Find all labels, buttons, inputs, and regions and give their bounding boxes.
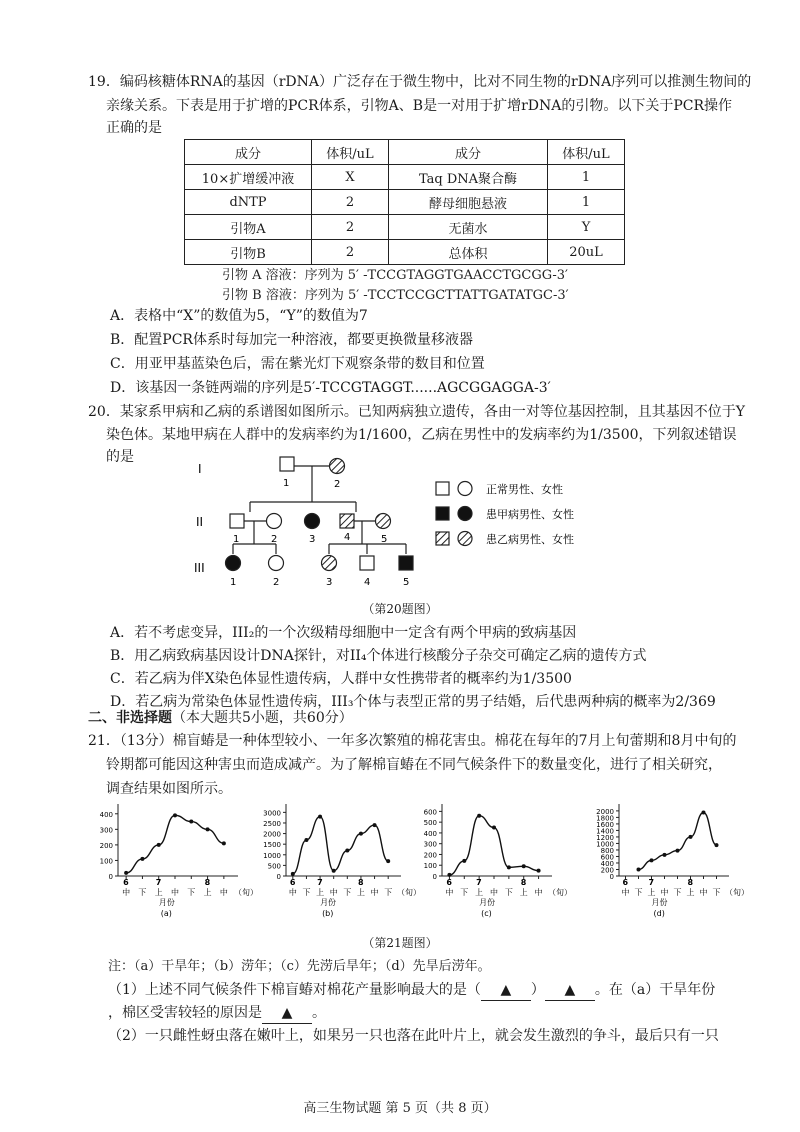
- generation-label-1: I: [198, 462, 202, 476]
- x-axis-title: 月份: [651, 898, 668, 907]
- legend-disease-b-label: 患乙病男性、女性: [486, 533, 574, 546]
- individual-number: 3: [309, 534, 316, 545]
- q21-sub1-line2: [108, 1003, 326, 1024]
- month-tick-label: 7: [648, 878, 655, 887]
- x-tick-label: 下: [460, 888, 469, 897]
- y-tick-label: 1600: [596, 820, 614, 829]
- pedigree-I-1-normal-male: [280, 457, 294, 471]
- table-cell: 总体积: [389, 240, 548, 265]
- x-unit-label: （旬）: [548, 888, 572, 897]
- y-tick-label: 100: [99, 857, 113, 866]
- individual-number: 2: [271, 534, 278, 545]
- month-tick-label: 6: [289, 878, 296, 887]
- primer-b-text: 引物 B 溶液：序列为 5′ -TCCTCCGCTTATTGATATGC-3′: [222, 288, 569, 303]
- data-point: [663, 853, 667, 857]
- individual-number: 1: [230, 577, 237, 588]
- x-tick-label: 中: [534, 888, 543, 897]
- x-tick-label: 下: [712, 888, 721, 897]
- generation-label-2: II: [196, 515, 204, 529]
- x-axis-title: 月份: [158, 898, 175, 907]
- data-point: [140, 857, 144, 861]
- pedigree-III-3-disease-b-female: [322, 556, 337, 571]
- generation-label-3: III: [194, 561, 205, 575]
- y-tick-label: 500: [423, 819, 437, 828]
- data-point: [304, 838, 308, 842]
- y-tick-label: 0: [432, 873, 437, 881]
- y-tick-label: 0: [609, 873, 614, 881]
- month-tick-label: 7: [476, 878, 482, 887]
- y-tick-label: 300: [99, 826, 113, 835]
- x-unit-label: （旬）: [397, 888, 421, 897]
- q21-stem-line2: 铃期都可能因这种害虫而造成减产。为了解棉盲蝽在不同气候条件下的数量变化，进行了相关研究，: [106, 757, 722, 773]
- data-point: [173, 813, 177, 817]
- data-point: [189, 820, 193, 824]
- chart-panel-label: (d): [653, 909, 665, 918]
- x-tick-label: 上: [203, 888, 212, 897]
- q20-stem-line2: 染色体。某地甲病在人群中的发病率约为1/1600，乙病在男性中的发病率约为1/3500，下列叙述错误: [106, 427, 737, 443]
- y-tick-label: 2000: [263, 830, 281, 839]
- individual-number: 5: [381, 534, 388, 545]
- table-cell: 2: [312, 190, 389, 215]
- x-tick-label: 上: [475, 888, 484, 897]
- data-point: [359, 832, 363, 836]
- data-point: [462, 859, 466, 863]
- data-point: [477, 814, 481, 818]
- pedigree-diagram: [180, 452, 620, 602]
- x-tick-label: 中: [660, 888, 669, 897]
- y-tick-label: 1000: [596, 840, 614, 849]
- x-tick-label: 中: [621, 888, 630, 897]
- legend-normal-male-symbol: [436, 482, 449, 495]
- legend-normal-label: 正常男性、女性: [486, 483, 563, 496]
- q21-stem-line1: 21．（13分）棉盲蝽是一种体型较小、一年多次繁殖的棉花害虫。棉花在每年的7月上旬蕾期和8月中旬的: [88, 733, 737, 749]
- q20-stem-line3: 的是: [106, 449, 134, 465]
- individual-number: 5: [403, 577, 410, 588]
- data-point: [124, 871, 128, 875]
- y-tick-label: 400: [600, 859, 614, 868]
- data-point: [650, 858, 654, 862]
- chart-panel-label: (c): [481, 909, 492, 918]
- table-cell: 20uL: [548, 240, 625, 265]
- q20-stem-line1: 20．某家系甲病和乙病的系谱图如图所示。已知两病独立遗传，各由一对等位基因控制，且其基因不位于Y: [88, 404, 746, 420]
- y-tick-label: 1400: [596, 827, 614, 836]
- data-point: [206, 827, 210, 831]
- individual-number: 2: [334, 479, 341, 490]
- y-tick-label: 1800: [596, 814, 614, 823]
- table-row: [185, 190, 625, 215]
- x-tick-label: 下: [634, 888, 643, 897]
- y-tick-label: 2000: [596, 807, 614, 816]
- x-tick-label: 下: [673, 888, 682, 897]
- y-tick-label: 200: [99, 841, 113, 850]
- pedigree-III-1-disease-a-female: [226, 556, 241, 571]
- q19-stem-line1: 19．编码核糖体RNA的基因（rDNA）广泛存在于微生物中，比对不同生物的rDNA序列可以推测生物间的: [88, 74, 752, 90]
- month-tick-label: 8: [204, 878, 211, 887]
- data-point: [676, 849, 680, 853]
- data-point: [637, 867, 641, 871]
- pedigree-II-3-disease-a-female: [305, 514, 320, 529]
- month-tick-label: 8: [357, 878, 364, 887]
- table-header: 体积/uL: [312, 140, 389, 165]
- y-tick-label: 300: [423, 840, 437, 849]
- table-row: [185, 240, 625, 265]
- chart-d: [585, 800, 749, 925]
- q21-sub1: [108, 980, 715, 1001]
- table-header-row: [185, 140, 625, 165]
- data-point: [447, 873, 451, 877]
- legend-disease-b-male-symbol: [436, 532, 449, 545]
- y-tick-label: 1200: [596, 833, 614, 842]
- data-point: [537, 869, 541, 873]
- q21-sub1-text-e: 。: [312, 1005, 326, 1021]
- y-tick-label: 400: [423, 829, 437, 838]
- table-cell: dNTP: [185, 190, 312, 215]
- x-unit-label: （旬）: [234, 888, 258, 897]
- table-cell: Y: [548, 215, 625, 240]
- x-tick-label: 中: [490, 888, 498, 897]
- table-cell: 无菌水: [389, 215, 548, 240]
- x-axis-title: 月份: [479, 898, 496, 907]
- individual-number: 2: [273, 577, 280, 588]
- x-tick-label: 中: [370, 888, 379, 897]
- x-tick-label: 中: [699, 888, 708, 897]
- y-tick-label: 600: [600, 853, 614, 862]
- data-point: [522, 864, 526, 868]
- q21-note: 注：（a）干旱年；（b）涝年；（c）先涝后旱年；（d）先旱后涝年。: [108, 959, 491, 974]
- chart-b: [252, 800, 421, 925]
- q20-option-b: B．用乙病致病基因设计DNA探针，对II₄个体进行核酸分子杂交可确定乙病的遗传方式: [110, 648, 647, 664]
- q21-stem-line3: 调查结果如图所示。: [106, 781, 232, 797]
- page-footer: 高三生物试题 第 5 页（共 8 页）: [303, 1101, 497, 1116]
- pedigree-III-2-normal-female: [269, 556, 284, 571]
- x-tick-label: 上: [316, 888, 325, 897]
- month-tick-label: 8: [520, 878, 527, 887]
- x-tick-label: 上: [647, 888, 656, 897]
- pedigree-III-5-disease-a-male: [399, 556, 413, 570]
- data-point: [157, 843, 161, 847]
- month-tick-label: 7: [155, 878, 162, 887]
- x-tick-label: 下: [384, 888, 393, 897]
- table-header: 成分: [185, 140, 312, 165]
- legend-disease-b-female-symbol: [458, 532, 472, 546]
- table-cell: 1: [548, 165, 625, 190]
- x-tick-label: 中: [445, 888, 454, 897]
- pedigree-II-5-disease-b-female: [376, 514, 391, 529]
- table-row: [185, 165, 625, 190]
- data-point: [386, 859, 390, 863]
- x-tick-label: 上: [154, 888, 163, 897]
- y-tick-label: 500: [267, 862, 281, 871]
- table-cell: 引物A: [185, 215, 312, 240]
- table-cell: 2: [312, 215, 389, 240]
- individual-number: 4: [364, 577, 371, 588]
- x-tick-label: 上: [686, 888, 695, 897]
- y-tick-label: 1000: [263, 851, 281, 860]
- legend-disease-a-male-symbol: [436, 507, 449, 520]
- data-curve: [126, 815, 224, 873]
- answer-blank-2[interactable]: ▲: [545, 980, 595, 1001]
- table-cell: 引物B: [185, 240, 312, 265]
- chart-a: [84, 800, 258, 925]
- q19-stem-line3: 正确的是: [106, 120, 162, 136]
- q20-option-a: A．若不考虑变异，III₂的一个次级精母细胞中一定含有两个甲病的致病基因: [110, 625, 577, 641]
- pedigree-I-2-disease-b-female: [330, 459, 345, 474]
- y-tick-label: 200: [600, 866, 614, 875]
- data-point: [715, 843, 719, 847]
- x-unit-label: （旬）: [725, 888, 749, 897]
- y-tick-label: 100: [423, 862, 437, 871]
- individual-number: 1: [233, 534, 240, 545]
- q19-stem-line2: 亲缘关系。下表是用于扩增的PCR体系，引物A、B是一对用于扩增rDNA的引物。以下关于PCR操作: [106, 98, 733, 114]
- section-heading: [88, 708, 353, 728]
- month-tick-label: 6: [123, 878, 129, 887]
- chart-panel-label: (a): [160, 909, 172, 918]
- data-point: [689, 835, 693, 839]
- table-header: 体积/uL: [548, 140, 625, 165]
- y-tick-label: 3000: [263, 809, 281, 818]
- legend-disease-a-label: 患甲病男性、女性: [486, 508, 574, 521]
- answer-blank-1[interactable]: ▲: [481, 980, 531, 1001]
- legend-normal-female-symbol: [458, 482, 472, 496]
- primer-a-text: 引物 A 溶液：序列为 5′ -TCCGTAGGTGAACCTGCGG-3′: [222, 268, 568, 283]
- individual-number: 3: [326, 577, 333, 588]
- y-tick-label: 800: [600, 846, 614, 855]
- table-cell: 10×扩增缓冲液: [185, 165, 312, 190]
- chart-c: [408, 800, 572, 925]
- y-tick-label: 400: [99, 810, 113, 819]
- y-tick-label: 1500: [263, 841, 281, 850]
- x-tick-label: 上: [519, 888, 528, 897]
- section-title: 二、非选择题: [88, 710, 172, 726]
- month-tick-label: 6: [622, 878, 629, 887]
- q21-sub1-text-d: ，棉区受害较轻的原因是: [108, 1005, 262, 1021]
- pedigree-II-1-normal-male: [230, 514, 244, 528]
- data-point: [345, 849, 349, 853]
- data-point: [373, 823, 377, 827]
- chart-panel-label: (b): [322, 909, 334, 918]
- data-point: [332, 869, 336, 873]
- y-tick-label: 600: [423, 808, 437, 817]
- y-tick-label: 2500: [263, 819, 281, 828]
- q19-option-a: A．表格中“X”的数值为5，“Y”的数值为7: [110, 308, 368, 324]
- q19-option-d: D．该基因一条链两端的序列是5′-TCCGTAGGT......AGCGGAGGA-3′: [110, 380, 551, 396]
- q21-sub1-text-b: ）: [530, 982, 545, 998]
- data-point: [702, 811, 706, 815]
- month-tick-label: 6: [446, 878, 453, 887]
- data-point: [291, 872, 295, 876]
- legend-disease-a-female-symbol: [458, 507, 472, 521]
- table-row: [185, 215, 625, 240]
- data-point: [492, 826, 496, 830]
- q19-option-b: B．配置PCR体系时每加完一种溶液，都要更换微量移液器: [110, 332, 473, 348]
- answer-blank-3[interactable]: ▲: [262, 1003, 312, 1024]
- month-tick-label: 7: [317, 878, 323, 887]
- x-axis-title: 月份: [320, 898, 337, 907]
- y-tick-label: 200: [423, 851, 437, 860]
- q20-option-d: D．若乙病为常染色体显性遗传病，III₃个体与表型正常的男子结婚，后代患两种病的概率为2/369: [110, 694, 716, 710]
- x-tick-label: 中: [122, 888, 131, 897]
- pedigree-II-4-disease-b-male: [340, 514, 354, 528]
- x-tick-label: 中: [329, 888, 338, 897]
- y-tick-label: 0: [108, 873, 113, 881]
- x-tick-label: 上: [356, 888, 365, 897]
- figure-21-caption: （第21题图）: [362, 936, 438, 950]
- q20-option-c: C．若乙病为伴X染色体显性遗传病，人群中女性携带者的概率约为1/3500: [110, 671, 572, 687]
- x-tick-label: 下: [138, 888, 147, 897]
- x-tick-label: 下: [504, 888, 513, 897]
- pedigree-II-2-normal-female: [267, 514, 282, 529]
- data-point: [507, 865, 511, 869]
- table-cell: 1: [548, 190, 625, 215]
- pcr-table: [184, 139, 625, 265]
- pedigree-III-4-normal-male: [360, 556, 374, 570]
- figure-20-caption: （第20题图）: [362, 602, 438, 616]
- section-subtitle: （本大题共5小题，共60分）: [172, 710, 353, 726]
- x-tick-label: 中: [219, 888, 228, 897]
- y-tick-label: 0: [276, 873, 281, 881]
- q21-sub2: （2）一只雌性蚜虫落在嫩叶上，如果另一只也落在此叶片上，就会发生激烈的争斗，最后只有一只: [108, 1028, 719, 1044]
- x-tick-label: 中: [288, 888, 297, 897]
- table-cell: 酵母细胞悬液: [389, 190, 548, 215]
- table-cell: 2: [312, 240, 389, 265]
- individual-number: 1: [283, 478, 290, 489]
- x-tick-label: 下: [343, 888, 352, 897]
- table-cell: Taq DNA聚合酶: [389, 165, 548, 190]
- q19-option-c: C．用亚甲基蓝染色后，需在紫光灯下观察条带的数目和位置: [110, 356, 485, 372]
- x-tick-label: 下: [187, 888, 196, 897]
- data-point: [318, 815, 322, 819]
- q21-sub1-text-a: （1）上述不同气候条件下棉盲蝽对棉花产量影响最大的是（: [108, 982, 481, 998]
- table-header: 成分: [389, 140, 548, 165]
- x-tick-label: 中: [171, 888, 179, 897]
- individual-number: 4: [344, 532, 351, 543]
- x-tick-label: 下: [302, 888, 311, 897]
- month-tick-label: 8: [687, 878, 694, 887]
- q21-sub1-text-c: 。在（a）干旱年份: [594, 982, 716, 998]
- table-cell: X: [312, 165, 389, 190]
- data-point: [222, 841, 226, 845]
